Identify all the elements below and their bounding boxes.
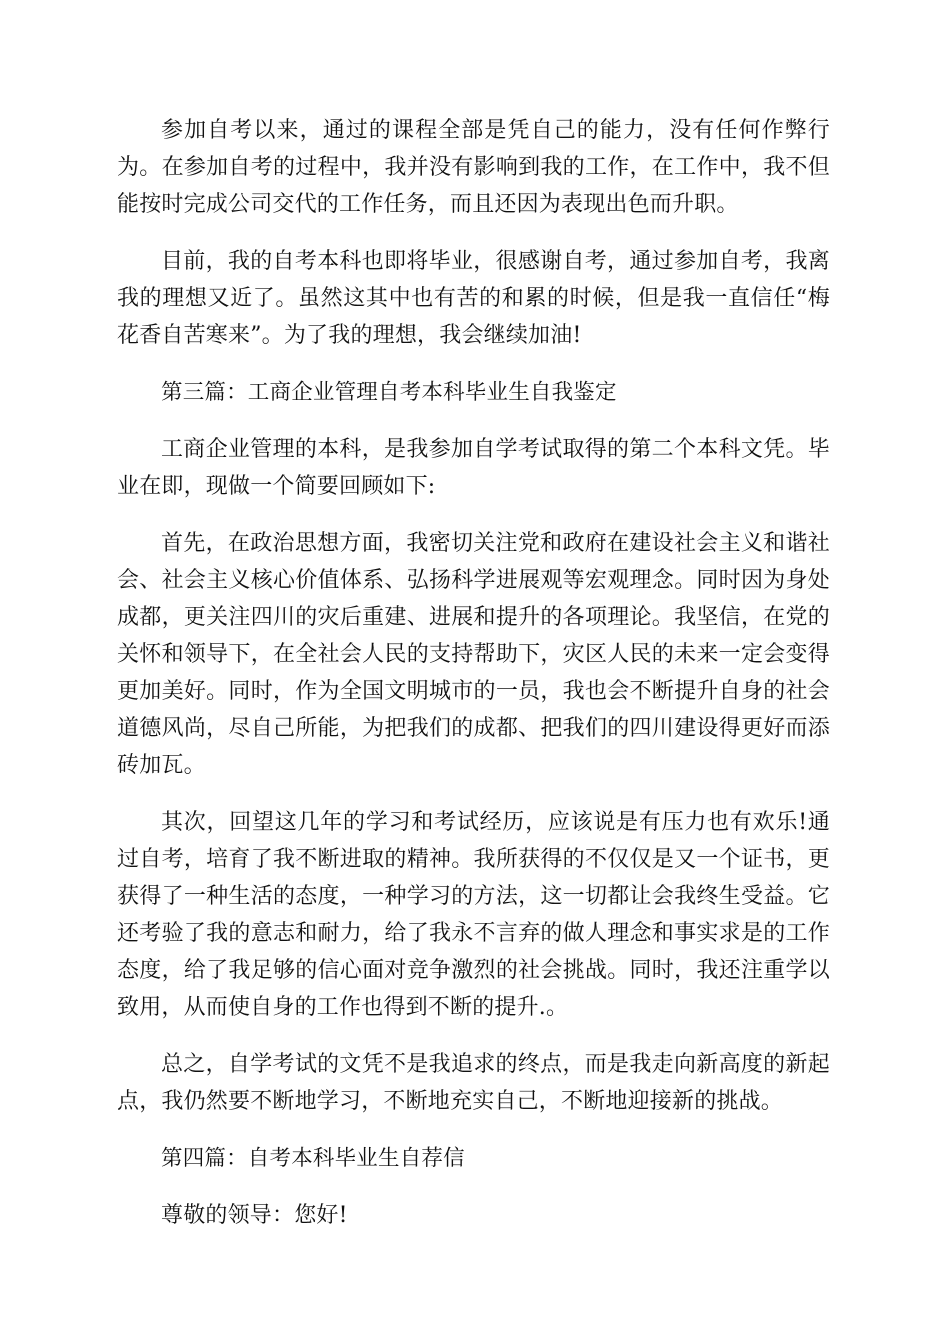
paragraph-political-thought: 首先，在政治思想方面，我密切关注党和政府在建设社会主义和谐社会、社会主义核心价值体系、弘扬科学进展观等宏观理念。同时因为身处成都，更关注四川的灾后重建、进展和提升的各项理论。我坚信，在党的关怀和领导下，在全社会人民的支持帮助下，灾区人民的未来一定会变得更加美好。同时，作为全国文明城市的一员，我也会不断提升自身的社会道德风尚，尽自己所能，为把我们的成都、把我们的四川建设得更好而添砖加瓦。	[117, 531, 830, 778]
paragraph-salutation: 尊敬的领导：您好!	[161, 1203, 348, 1228]
paragraph-second-degree-intro: 工商企业管理的本科，是我参加自学考试取得的第二个本科文凭。毕业在即，现做一个简要回顾如下:	[117, 437, 830, 499]
paragraph-study-experience: 其次，回望这几年的学习和考试经历，应该说是有压力也有欢乐!通过自考，培育了我不断进取的精神。我所获得的不仅仅是又一个证书，更获得了一种生活的态度，一种学习的方法，这一切都让会我终生受益。它还考验了我的意志和耐力，给了我永不言弃的做人理念和事实求是的工作态度，给了我足够的信心面对竞争激烈的社会挑战。同时，我还注重学以致用，从而使自身的工作也得到不断的提升.。	[117, 810, 830, 1020]
section-heading-part-four: 第四篇：自考本科毕业生自荐信	[161, 1146, 465, 1171]
paragraph-self-exam-integrity: 参加自考以来，通过的课程全部是凭自己的能力，没有任何作弊行为。在参加自考的过程中，我并没有影响到我的工作，在工作中，我不但能按时完成公司交代的工作任务，而且还因为表现出色而升职。	[117, 118, 830, 217]
section-heading-part-three: 第三篇：工商企业管理自考本科毕业生自我鉴定	[161, 380, 617, 405]
paragraph-graduation-thanks: 目前，我的自考本科也即将毕业，很感谢自考，通过参加自考，我离我的理想又近了。虽然这其中也有苦的和累的时候，但是我一直信任“梅花香自苦寒来”。为了我的理想，我会继续加油!	[117, 249, 830, 348]
paragraph-conclusion: 总之，自学考试的文凭不是我追求的终点，而是我走向新高度的新起点，我仍然要不断地学习，不断地充实自己，不断地迎接新的挑战。	[117, 1052, 830, 1114]
